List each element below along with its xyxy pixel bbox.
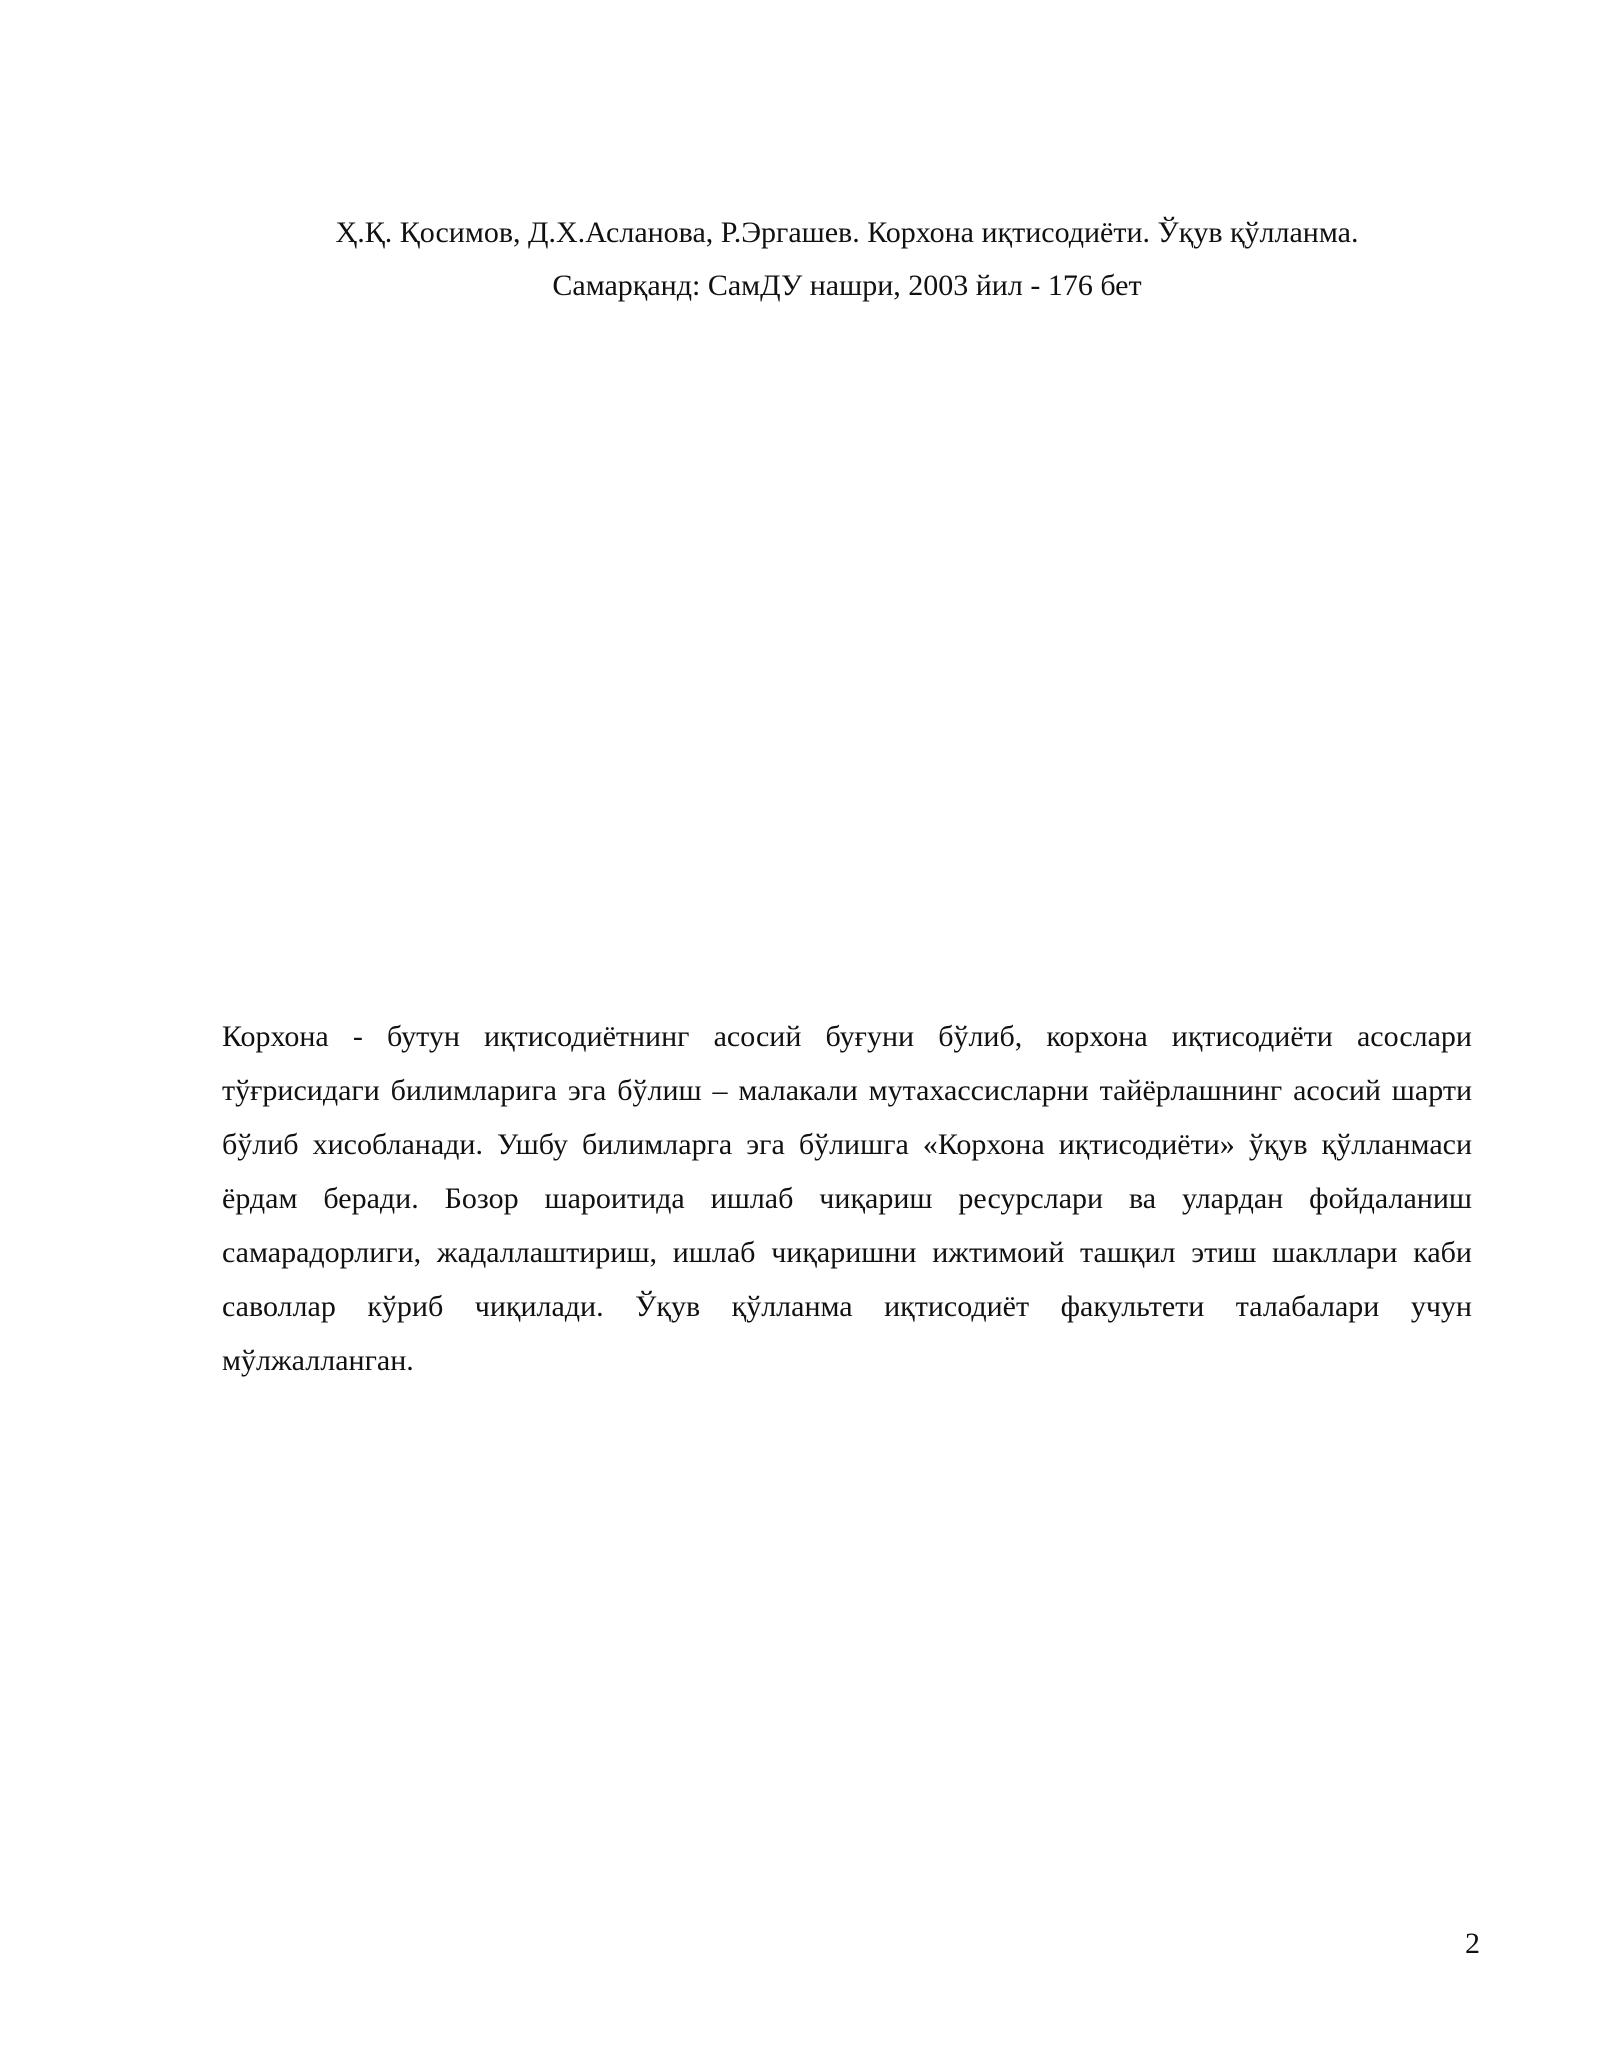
citation-line-authors-title: Ҳ.Қ. Қосимов, Д.Х.Асланова, Р.Эргашев. Корхона иқтисодиёти. Ўқув қўлланма. [335, 216, 1359, 249]
page-number: 2 [1465, 1927, 1480, 1960]
abstract-paragraph: Корхона - бутун иқтисодиётнинг асосий буғуни бўлиб, корхона иқтисодиёти асослари тўғрисидаги билимларига эга бўлиш – малакали мутахассисларни тайёрлашнинг асосий шарти бўлиб хисобланади. Ушбу билимларга эга бўлишга «Корхона иқтисодиёти» ўқув қўлланмаси ёрдам беради. Бозор шароитида ишлаб чиқариш ресурслари ва улардан фойдаланиш самарадорлиги, жадаллаштириш, ишлаб чиқаришни ижтимоий ташқил этиш шакллари каби саволлар кўриб чиқилади. Ўқув қўлланма иқтисодиёт факультети талабалари учун мўлжалланган. [222, 1020, 1472, 1377]
bibliographic-citation [222, 206, 1472, 312]
citation-line-publisher: Самарқанд: СамДУ нашри, 2003 йил - 176 бет [552, 269, 1142, 302]
